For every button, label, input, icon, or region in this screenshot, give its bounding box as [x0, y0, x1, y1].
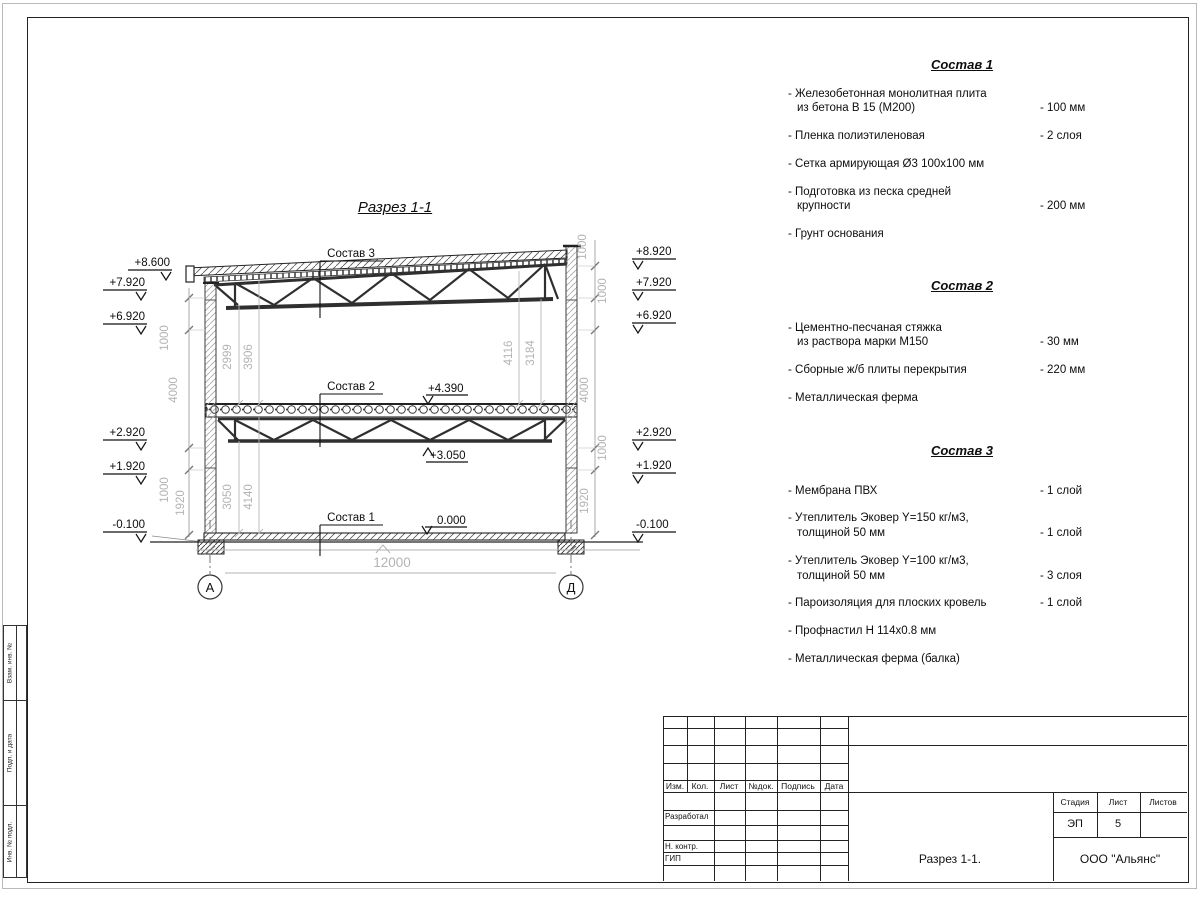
elevation-label: +1.920 — [109, 461, 145, 473]
tb-col-data: Дата — [824, 781, 844, 791]
composition-list-1 — [788, 57, 1136, 242]
level-label: +3.050 — [430, 450, 466, 462]
interior-dim-label: 3906 — [243, 344, 255, 370]
interior-dim-label: 3050 — [222, 484, 234, 510]
item-value: - 220 мм — [1040, 364, 1086, 377]
chain-dim-label: 1000 — [159, 477, 171, 503]
side-label: Инв. № подл. — [6, 821, 14, 862]
chain-dim-label: 4000 — [168, 377, 180, 403]
item-value: - 1 слой — [1040, 527, 1083, 540]
axis-label-left: А — [205, 580, 215, 595]
list-item: - Металлическая ферма (балка) — [788, 652, 960, 665]
list-item: - Сборные ж/б плиты перекрытия - 220 мм — [788, 363, 1136, 378]
elevation-label: +7.920 — [636, 277, 672, 289]
item-value: - 3 слоя — [1040, 569, 1082, 582]
composition-title: Состав 3 — [930, 443, 994, 458]
middle-floor — [206, 404, 577, 417]
tb-role-developer: Разработал — [665, 812, 709, 821]
span-dimension-label: 12000 — [373, 555, 411, 570]
walls — [203, 246, 581, 533]
list-item: - Железобетонная монолитная плита из бетона В 15 (М200) - 100 мм — [788, 87, 1136, 116]
elevation-label: +8.600 — [134, 257, 170, 269]
tb-col-kol: Кол. — [691, 781, 709, 791]
list-item: - Утеплитель Эковер Y=150 кг/м3, толщиной 50 мм - 1 слой — [788, 511, 1136, 540]
chain-dim-label: 1000 — [159, 325, 171, 351]
chain-dim-label: 1000 — [577, 234, 589, 260]
item-value: - 1 слой — [1040, 484, 1083, 497]
dimension-chain-left — [185, 288, 205, 539]
elevation-label: +6.920 — [636, 310, 672, 322]
tb-company: ООО "Альянс" — [1079, 852, 1161, 866]
item-value: - 30 мм — [1040, 336, 1079, 349]
elevation-label: +8.920 — [636, 246, 672, 258]
interior-dim-label: 4116 — [503, 340, 515, 366]
item-value: - 200 мм — [1040, 200, 1086, 213]
tb-sheet-label: Лист — [1108, 797, 1128, 807]
elevation-marks-right — [632, 259, 676, 542]
elevation-label: +6.920 — [109, 311, 145, 323]
tb-sheet-value: 5 — [1114, 818, 1122, 830]
drawing-title: Разрез 1-1 — [357, 199, 433, 216]
chain-dim-label: 1920 — [175, 490, 187, 516]
tb-doc-title: Разрез 1-1. — [918, 852, 982, 866]
axis-label-right: Д — [566, 580, 576, 595]
chain-dim-label: 1920 — [579, 488, 591, 514]
list-item: - Мембрана ПВХ - 1 слой — [788, 484, 1136, 499]
composition-title: Состав 2 — [930, 278, 994, 293]
list-item: - Грунт основания — [788, 227, 884, 240]
tb-role-gip: ГИП — [665, 854, 681, 863]
elevation-label: -0.100 — [112, 519, 145, 531]
list-item: - Утеплитель Эковер Y=100 кг/м3, толщиной 50 мм - 3 слоя — [788, 554, 1136, 583]
level-label: 0.000 — [437, 515, 466, 527]
elevation-label: +7.920 — [109, 277, 145, 289]
floor-truss — [218, 419, 565, 441]
tb-col-list: Лист — [719, 781, 739, 791]
list-item: - Пароизоляция для плоских кровель - 1 слой — [788, 596, 1136, 611]
list-item: - Цементно-песчаная стяжка из раствора марки М150 - 30 мм — [788, 321, 1136, 350]
composition-list-2 — [788, 278, 1136, 406]
elevation-label: +2.920 — [109, 427, 145, 439]
elevation-label: +1.920 — [636, 460, 672, 472]
interior-dim-label: 2999 — [222, 344, 234, 370]
list-item: - Металлическая ферма — [788, 391, 918, 404]
tb-col-ndok: №док. — [748, 781, 774, 791]
list-item: - Подготовка из песка средней крупности - 200 мм — [788, 185, 1136, 214]
item-value: - 2 слоя — [1040, 130, 1082, 143]
level-label: +4.390 — [428, 383, 464, 395]
list-item: - Пленка полиэтиленовая - 2 слоя — [788, 129, 1136, 144]
elevation-label: +2.920 — [636, 427, 672, 439]
tb-stage-label: Стадия — [1060, 797, 1090, 807]
chain-dim-label: 1000 — [597, 435, 609, 461]
elevation-label: -0.100 — [636, 519, 669, 531]
item-value: - 1 слой — [1040, 597, 1083, 610]
tb-sheets-label: Листов — [1149, 797, 1177, 807]
leader-label: Состав 2 — [327, 381, 375, 393]
leader-label: Состав 3 — [327, 248, 375, 260]
list-item: - Профнастил Н 114х0.8 мм — [788, 624, 937, 637]
chain-dim-label: 4000 — [579, 377, 591, 403]
leader-label: Состав 1 — [327, 512, 375, 524]
side-label: Подп. и дата — [6, 733, 14, 773]
item-value: - 100 мм — [1040, 102, 1086, 115]
composition-title: Состав 1 — [930, 57, 994, 72]
tb-role-ncontrol: Н. контр. — [665, 842, 699, 851]
chain-dim-label: 1000 — [597, 278, 609, 304]
side-label: Взам. инв. № — [6, 642, 14, 684]
tb-stage-value: ЭП — [1067, 818, 1083, 830]
interior-dim-label: 3184 — [525, 340, 537, 366]
tb-col-podpis: Подпись — [781, 781, 815, 791]
composition-list-3 — [788, 443, 1136, 666]
title-block — [663, 716, 1187, 881]
tb-col-izm: Изм. — [665, 781, 685, 791]
list-item: - Сетка армирующая Ø3 100х100 мм — [788, 157, 985, 170]
interior-dim-label: 4140 — [243, 484, 255, 510]
